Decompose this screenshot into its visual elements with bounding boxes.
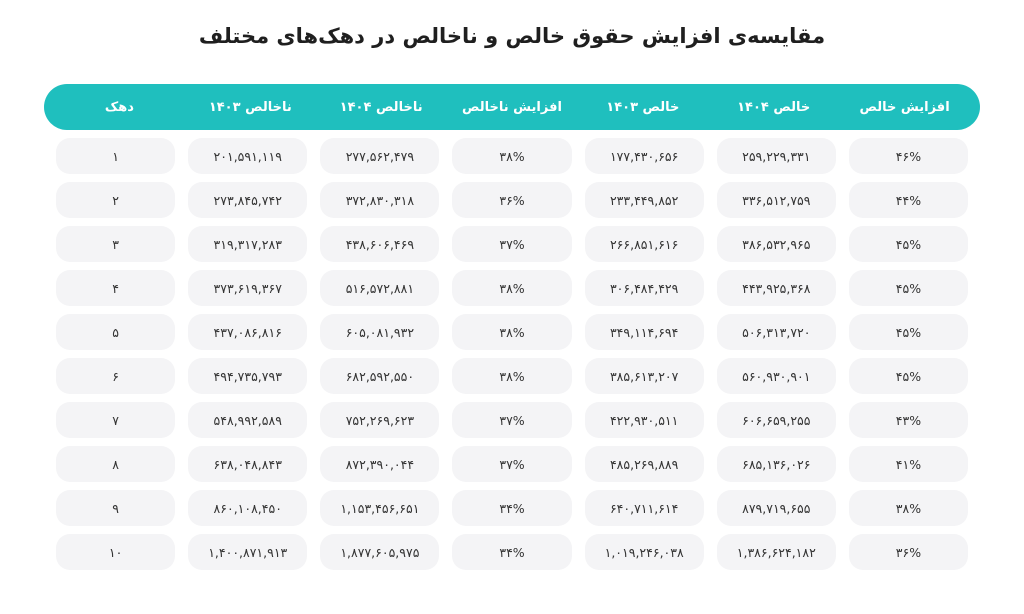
table-cell: ۳۸% — [849, 490, 968, 526]
table-cell: ۱,۳۸۶,۶۲۴,۱۸۲ — [717, 534, 836, 570]
table-row — [56, 226, 968, 262]
table-row — [56, 402, 968, 438]
table-cell: ۳۸% — [452, 358, 571, 394]
table-cell: ۳۳۶,۵۱۲,۷۵۹ — [717, 182, 836, 218]
table-cell: ۳۸% — [452, 270, 571, 306]
table-cell: ۳۸% — [452, 314, 571, 350]
table-cell: ۸۶۰,۱۰۸,۴۵۰ — [188, 490, 307, 526]
table-row — [56, 138, 968, 174]
table-cell: ۲۳۳,۴۴۹,۸۵۲ — [585, 182, 704, 218]
table-cell: ۵۴۸,۹۹۲,۵۸۹ — [188, 402, 307, 438]
table-cell: ۲۷۷,۵۶۲,۴۷۹ — [320, 138, 439, 174]
table-cell: ۴۴۳,۹۲۵,۳۶۸ — [717, 270, 836, 306]
table-row — [56, 314, 968, 350]
table-cell: ۲۵۹,۲۲۹,۳۳۱ — [717, 138, 836, 174]
column-header: ناخالص ۱۴۰۴ — [339, 99, 423, 115]
table-cell: ۳۴% — [452, 534, 571, 570]
table-cell: ۴۵% — [849, 270, 968, 306]
table-cell: ۱,۰۱۹,۲۴۶,۰۳۸ — [585, 534, 704, 570]
table-row — [56, 270, 968, 306]
table-cell: ۴۸۵,۲۶۹,۸۸۹ — [585, 446, 704, 482]
table-cell: ۴۵% — [849, 314, 968, 350]
table-cell: ۴۶% — [849, 138, 968, 174]
table-cell: ۷ — [56, 402, 175, 438]
table-cell: ۳۷% — [452, 226, 571, 262]
table-cell: ۳۷۳,۶۱۹,۳۶۷ — [188, 270, 307, 306]
table-cell: ۳۰۶,۴۸۴,۴۲۹ — [585, 270, 704, 306]
page-title: مقایسه‌ی افزایش حقوق خالص و ناخالص در دهک‌های مختلف — [198, 24, 826, 48]
table-cell: ۶ — [56, 358, 175, 394]
table-cell: ۶۴۰,۷۱۱,۶۱۴ — [585, 490, 704, 526]
table-cell: ۲۷۳,۸۴۵,۷۴۲ — [188, 182, 307, 218]
table-row — [56, 182, 968, 218]
table-cell: ۴۵% — [849, 226, 968, 262]
table-cell: ۶۳۸,۰۴۸,۸۴۳ — [188, 446, 307, 482]
table-cell: ۳۶% — [849, 534, 968, 570]
table-body — [44, 138, 980, 578]
column-header: افزایش ناخالص — [462, 99, 562, 115]
table-cell: ۳۱۹,۳۱۷,۲۸۳ — [188, 226, 307, 262]
column-header: خالص ۱۴۰۳ — [606, 99, 680, 115]
table-cell: ۳۸۵,۶۱۳,۲۰۷ — [585, 358, 704, 394]
table-cell: ۳۷% — [452, 446, 571, 482]
table-cell: ۵۱۶,۵۷۲,۸۸۱ — [320, 270, 439, 306]
table-cell: ۵۶۰,۹۳۰,۹۰۱ — [717, 358, 836, 394]
table-cell: ۱,۴۰۰,۸۷۱,۹۱۳ — [188, 534, 307, 570]
table-cell: ۶۸۵,۱۳۶,۰۲۶ — [717, 446, 836, 482]
table-cell: ۳۴% — [452, 490, 571, 526]
table-cell: ۷۵۲,۲۶۹,۶۲۳ — [320, 402, 439, 438]
table-cell: ۴۳۷,۰۸۶,۸۱۶ — [188, 314, 307, 350]
table-cell: ۴۳۸,۶۰۶,۴۶۹ — [320, 226, 439, 262]
table-cell: ۳۶% — [452, 182, 571, 218]
table-cell: ۴۱% — [849, 446, 968, 482]
table-cell: ۳۸% — [452, 138, 571, 174]
table-cell: ۱,۱۵۳,۴۵۶,۶۵۱ — [320, 490, 439, 526]
table-cell: ۱ — [56, 138, 175, 174]
table-row — [56, 534, 968, 570]
table-row — [56, 358, 968, 394]
table-cell: ۴۵% — [849, 358, 968, 394]
table-cell: ۴۳% — [849, 402, 968, 438]
table-cell: ۴۴% — [849, 182, 968, 218]
table-cell: ۲۰۱,۵۹۱,۱۱۹ — [188, 138, 307, 174]
table-cell: ۹ — [56, 490, 175, 526]
table-cell: ۳۷۲,۸۳۰,۳۱۸ — [320, 182, 439, 218]
table-cell: ۵۰۶,۳۱۳,۷۲۰ — [717, 314, 836, 350]
table-row — [56, 490, 968, 526]
table-cell: ۶۰۵,۰۸۱,۹۳۲ — [320, 314, 439, 350]
table-row — [56, 446, 968, 482]
table-header — [44, 84, 980, 130]
column-header: ناخالص ۱۴۰۳ — [208, 99, 292, 115]
table-cell: ۱۰ — [56, 534, 175, 570]
table-cell: ۴۲۲,۹۳۰,۵۱۱ — [585, 402, 704, 438]
table-cell: ۴۹۴,۷۳۵,۷۹۳ — [188, 358, 307, 394]
table-cell: ۵ — [56, 314, 175, 350]
table-cell: ۳ — [56, 226, 175, 262]
column-header: دهک — [104, 99, 134, 115]
table-cell: ۲۶۶,۸۵۱,۶۱۶ — [585, 226, 704, 262]
table-cell: ۸۷۲,۳۹۰,۰۴۴ — [320, 446, 439, 482]
table-cell: ۸ — [56, 446, 175, 482]
table-cell: ۱,۸۷۷,۶۰۵,۹۷۵ — [320, 534, 439, 570]
table-cell: ۸۷۹,۷۱۹,۶۵۵ — [717, 490, 836, 526]
table-cell: ۶۸۲,۵۹۲,۵۵۰ — [320, 358, 439, 394]
table-cell: ۴ — [56, 270, 175, 306]
table-cell: ۳۸۶,۵۳۲,۹۶۵ — [717, 226, 836, 262]
column-header: خالص ۱۴۰۴ — [737, 99, 811, 115]
column-header: افزایش خالص — [859, 99, 950, 115]
table-cell: ۳۴۹,۱۱۴,۶۹۴ — [585, 314, 704, 350]
table-cell: ۶۰۶,۶۵۹,۲۵۵ — [717, 402, 836, 438]
table-cell: ۳۷% — [452, 402, 571, 438]
table-cell: ۲ — [56, 182, 175, 218]
table-cell: ۱۷۷,۴۳۰,۶۵۶ — [585, 138, 704, 174]
